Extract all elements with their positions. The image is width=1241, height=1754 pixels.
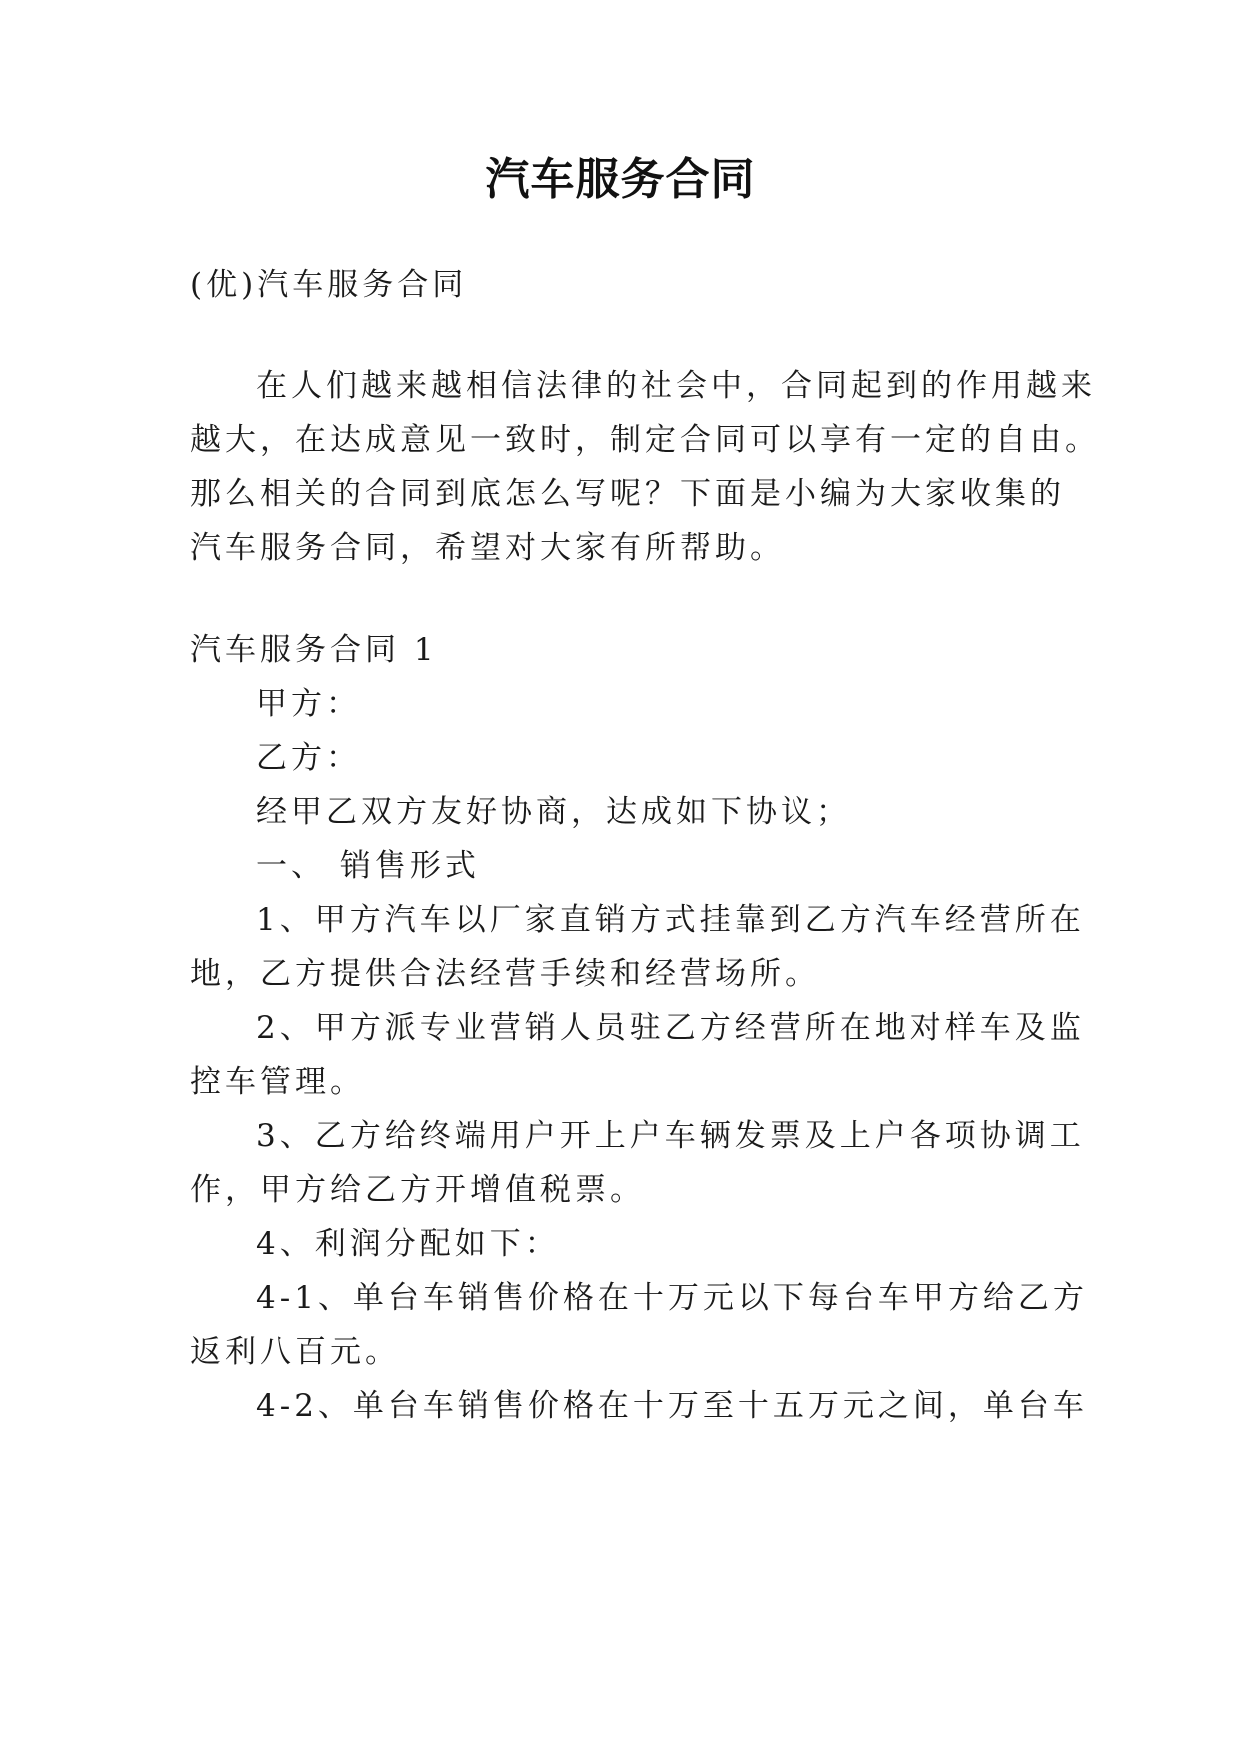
clause-2-line-2: 控车管理。	[190, 1064, 365, 1100]
clause-1-line-1: 1、甲方汽车以厂家直销方式挂靠到乙方汽车经营所在	[256, 902, 1085, 938]
intro-line-3: 那么相关的合同到底怎么写呢？下面是小编为大家收集的	[190, 476, 1065, 512]
clause-3-line-2: 作，甲方给乙方开增值税票。	[190, 1172, 645, 1208]
intro-line-1: 在人们越来越相信法律的社会中，合同起到的作用越来	[256, 368, 1096, 404]
intro-line-4: 汽车服务合同，希望对大家有所帮助。	[190, 530, 785, 566]
clause-heading: 一、 销售形式	[256, 848, 480, 884]
intro-line-2: 越大，在达成意见一致时，制定合同可以享有一定的自由。	[190, 422, 1100, 458]
clause-4-line-1: 4、利润分配如下：	[256, 1226, 560, 1262]
party-b-label: 乙方：	[256, 740, 361, 776]
clause-4-1-line-1: 4-1、单台车销售价格在十万元以下每台车甲方给乙方	[256, 1280, 1088, 1316]
clause-4-2-line-1: 4-2、单台车销售价格在十万至十五万元之间，单台车	[256, 1388, 1088, 1424]
section-heading: 汽车服务合同 1	[190, 632, 438, 668]
clause-3-line-1: 3、乙方给终端用户开上户车辆发票及上户各项协调工	[256, 1118, 1085, 1154]
document-subtitle: (优)汽车服务合同	[190, 267, 468, 303]
clause-2-line-1: 2、甲方派专业营销人员驻乙方经营所在地对样车及监	[256, 1010, 1085, 1046]
agreement-statement: 经甲乙双方友好协商，达成如下协议；	[256, 794, 851, 830]
clause-1-line-2: 地，乙方提供合法经营手续和经营场所。	[190, 956, 820, 992]
clause-4-1-line-2: 返利八百元。	[190, 1334, 400, 1370]
party-a-label: 甲方：	[256, 686, 361, 722]
document-title: 汽车服务合同	[485, 154, 756, 205]
